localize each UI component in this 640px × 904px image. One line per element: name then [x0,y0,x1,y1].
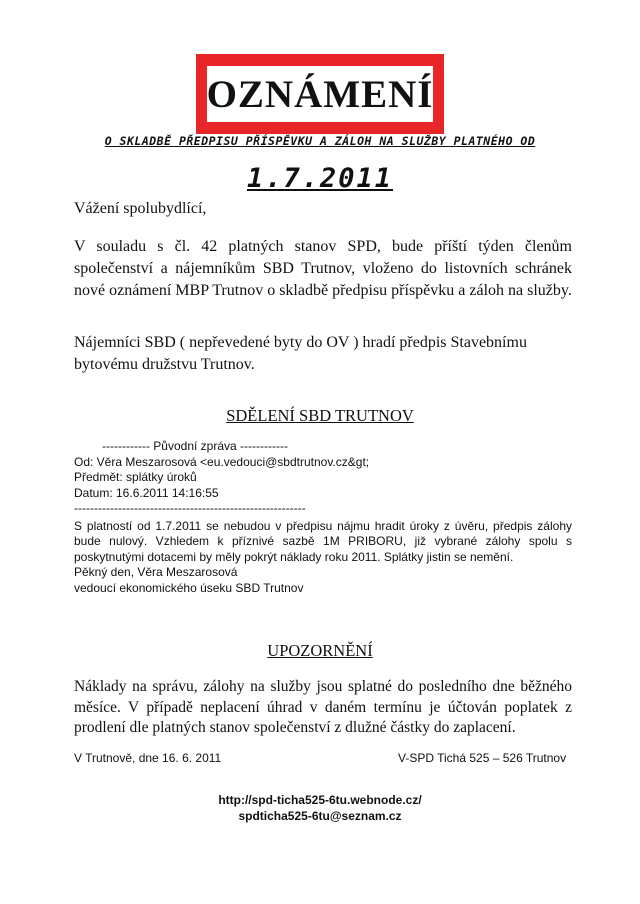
paragraph-upozorneni: Náklady na správu, zálohy na služby jsou splatné do posledního dne běžného měsíce. V případě neplacení úhrad v daném termínu je účtován poplatek z prodlení dle platných stanov společenství z dlužné částky do zaplacení. [74,678,572,736]
footer-organization: V-SPD Tichá 525 – 526 Trutnov [398,751,567,765]
paragraph-stanovy: V souladu s čl. 42 platných stanov SPD, bude příští týden členům společenství a nájemníkům SBD Trutnov, vloženo do listovních schránek nové oznámení MBP Trutnov o skladbě předpisu příspěvku a záloh na služby. [74,238,572,299]
email-from: Od: Věra Meszarosová <eu.vedouci@sbdtrutnov.cz&gt; [74,454,370,469]
section-heading-sbd: SDĚLENÍ SBD TRUTNOV [226,406,414,425]
page-title: OZNÁMENÍ [207,66,433,122]
email-link[interactable]: spdticha525-6tu@seznam.cz [238,809,402,823]
email-separator: ---------------------------------------------------------- [74,501,306,515]
title-banner [196,54,444,134]
effective-date: 1.7.2011 [246,163,394,194]
paragraph-najemnici: Nájemníci SBD ( nepřevedené byty do OV ) hradí předpis Stavebnímu bytovému družstvu Trutnov. [74,334,527,373]
greeting: Vážení spolubydlící, [74,200,207,217]
email-signature: vedoucí ekonomického úseku SBD Trutnov [74,580,304,595]
subtitle: O SKLADBĚ PŘEDPISU PŘÍSPĚVKU A ZÁLOH NA SLUŽBY PLATNÉHO OD [104,134,536,148]
website-link[interactable]: http://spd-ticha525-6tu.webnode.cz/ [218,793,422,807]
contact-links [0,792,640,824]
email-body: S platností od 1.7.2011 se nebudou v předpisu nájmu hradit úroky z úvěru, předpis zálohy bude nulový. Vzhledem k příznivé sazbě 1M PRIBORU, již vybrané zálohy spolu s poskytnutými dotacemi by měly pokrýt náklady roku 2011. Splátky jistin se nemění. [74,518,572,564]
email-subject: Předmět: splátky úroků [74,470,197,484]
footer-place-date: V Trutnově, dne 16. 6. 2011 [74,751,222,765]
email-header-line: ------------ Původní zpráva ------------ [102,439,288,453]
email-closing: Pěkný den, Věra Meszarosová [74,565,238,579]
section-heading-upozorneni: UPOZORNĚNÍ [267,641,373,660]
forwarded-email [74,439,572,596]
email-date: Datum: 16.6.2011 14:16:55 [74,485,219,500]
